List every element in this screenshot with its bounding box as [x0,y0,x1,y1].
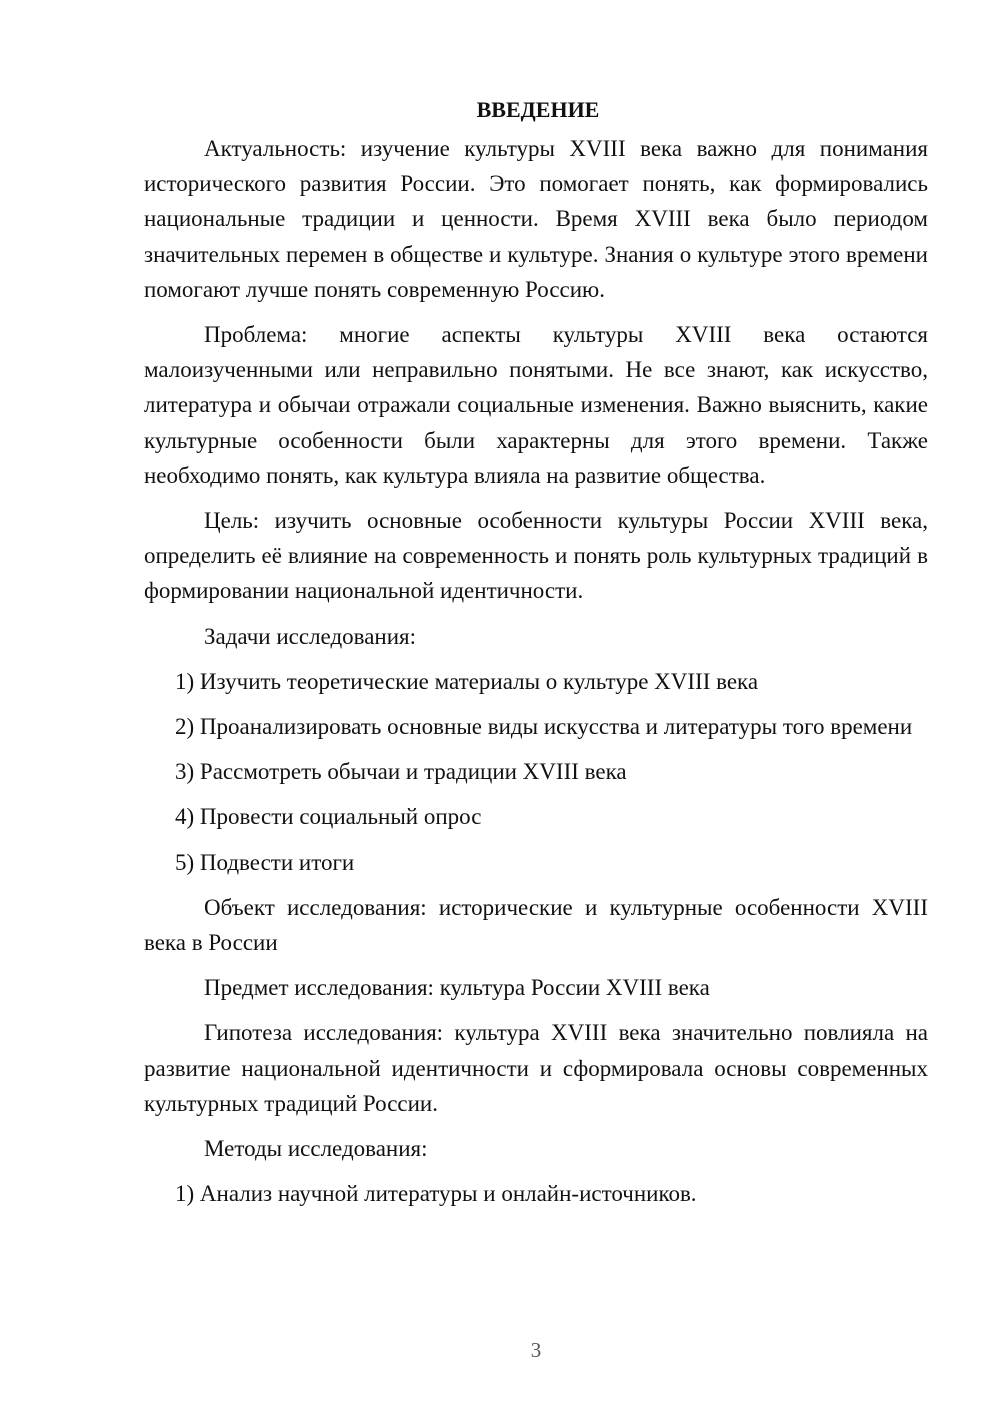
paragraph-goal: Цель: изучить основные особенности культуры России XVIII века, определить её влияние на современность и понять роль культурных традиций в формировании национальной идентичности. [144,508,928,604]
paragraph-relevance: Актуальность: изучение культуры XVIII века важно для понимания исторического развития России. Это помогает понять, как формировались национальные традиции и ценности. Время XVIII века было периодом значительных перемен в обществе и культуре. Знания о культуре этого времени помогают лучше понять современную Россию. [144,136,928,302]
task-item-4: 4) Провести социальный опрос [175,804,482,830]
task-item-5: 5) Подвести итоги [175,849,355,875]
method-item-1: 1) Анализ научной литературы и онлайн-источников. [175,1181,697,1207]
paragraph-subject: Предмет исследования: культура России XVIII века [204,975,710,1001]
page-body [144,92,928,1211]
tasks-heading: Задачи исследования: [204,623,417,649]
paragraph-problem: Проблема: многие аспекты культуры XVIII века остаются малоизученными или неправильно понятыми. Не все знают, как искусство, литература и обычаи отражали социальные изменения. Важно выяснить, какие культурные особенности были характерны для этого времени. Также необходимо понять, как культура влияла на развитие общества. [144,322,928,488]
paragraph-hypothesis: Гипотеза исследования: культура XVIII века значительно повлияла на развитие национальной идентичности и сформировала основы современных культурных традиций России. [144,1020,928,1116]
task-item-2: 2) Проанализировать основные виды искусства и литературы того времени [175,714,913,740]
section-title: ВВЕДЕНИЕ [476,97,600,122]
page-number: 3 [530,1338,542,1362]
paragraph-object: Объект исследования: исторические и культурные особенности XVIII века в России [144,894,928,956]
task-item-3: 3) Рассмотреть обычаи и традиции XVIII века [175,759,627,785]
methods-heading: Методы исследования: [204,1136,428,1162]
task-item-1: 1) Изучить теоретические материалы о культуре XVIII века [175,668,759,694]
